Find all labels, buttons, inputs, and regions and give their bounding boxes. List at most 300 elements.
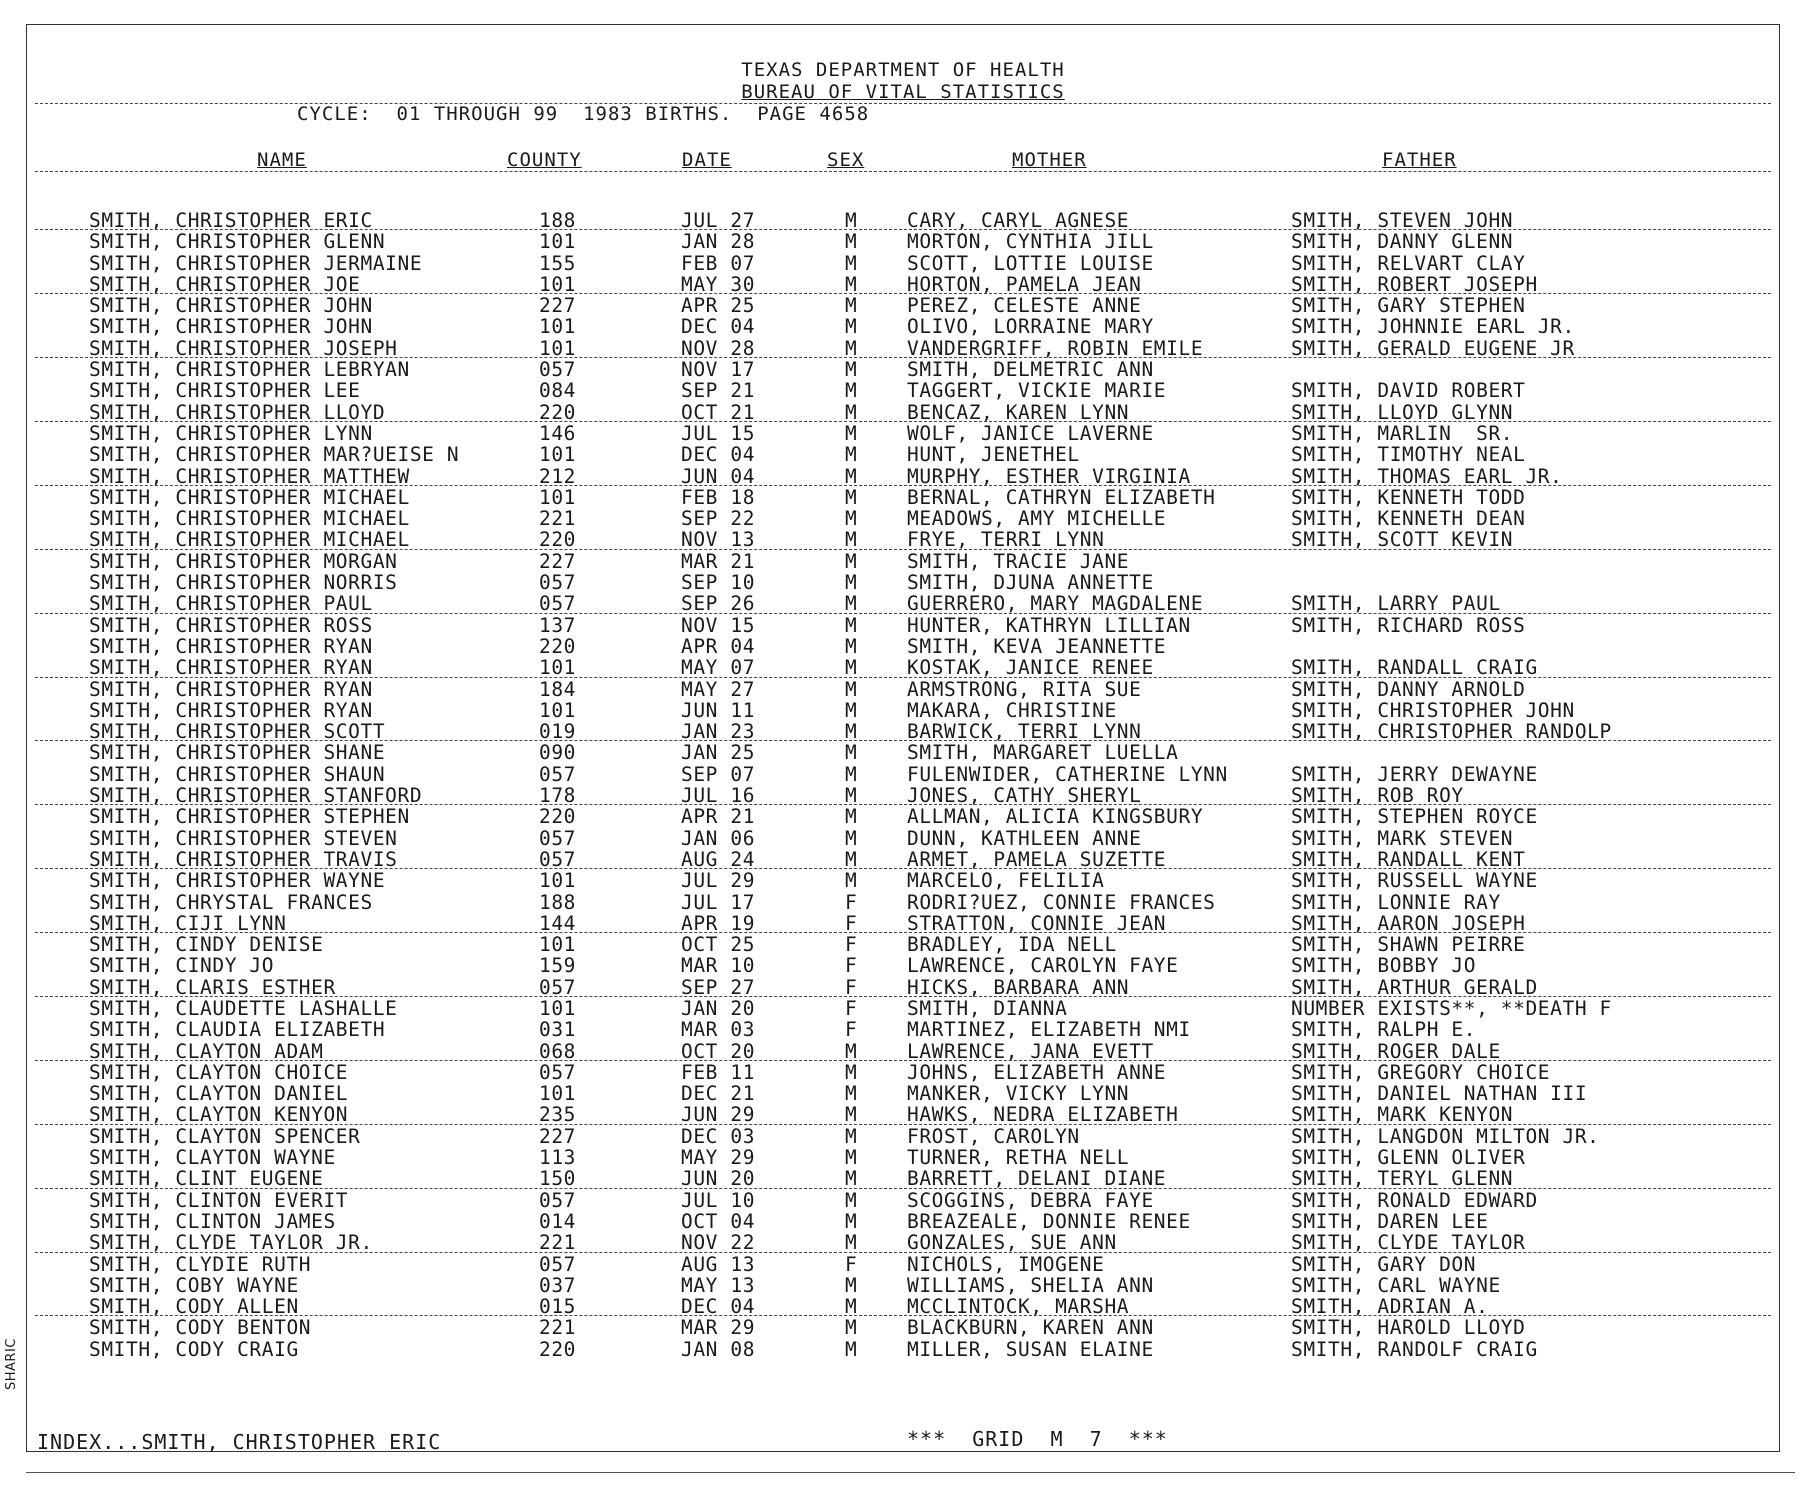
- record-row: [27, 1147, 1779, 1168]
- record-father: NUMBER EXISTS**, **DEATH F: [1291, 996, 1612, 1020]
- record-date: AUG 13: [681, 1252, 756, 1276]
- record-county: 057: [539, 592, 577, 616]
- record-date: DEC 21: [681, 1082, 756, 1106]
- record-mother: SMITH, DIANNA: [907, 996, 1068, 1020]
- record-county: 220: [539, 400, 577, 424]
- record-name: SMITH, CINDY DENISE: [89, 933, 324, 957]
- record-father: SMITH, ROBERT JOSEPH: [1291, 272, 1538, 296]
- record-county: 090: [539, 741, 577, 765]
- record-mother: MCCLINTOCK, MARSHA: [907, 1295, 1130, 1319]
- record-name: SMITH, CHRISTOPHER JERMAINE: [89, 251, 423, 275]
- record-father: SMITH, GARY DON: [1291, 1252, 1477, 1276]
- record-county: 101: [539, 933, 577, 957]
- record-name: SMITH, CODY ALLEN: [89, 1295, 299, 1319]
- record-mother: PEREZ, CELESTE ANNE: [907, 294, 1142, 318]
- record-name: SMITH, CLYDIE RUTH: [89, 1252, 312, 1276]
- record-county: 019: [539, 720, 577, 744]
- record-sex: M: [845, 549, 858, 573]
- record-row: [27, 615, 1779, 636]
- record-father: SMITH, RELVART CLAY: [1291, 251, 1526, 275]
- cycle-line: CYCLE: 01 THROUGH 99 1983 BIRTHS. PAGE 4658: [297, 103, 870, 125]
- record-county: 101: [539, 443, 577, 467]
- side-stamp: SHARIC: [4, 1338, 19, 1390]
- record-row: [27, 1062, 1779, 1083]
- record-sex: M: [845, 379, 858, 403]
- record-sex: M: [845, 1295, 858, 1319]
- record-date: OCT 04: [681, 1209, 756, 1233]
- record-date: NOV 15: [681, 613, 756, 637]
- record-father: SMITH, MARK KENYON: [1291, 1103, 1514, 1127]
- record-county: 057: [539, 1188, 577, 1212]
- record-date: JAN 23: [681, 720, 756, 744]
- record-date: SEP 10: [681, 571, 756, 595]
- record-name: SMITH, CLAUDETTE LASHALLE: [89, 996, 398, 1020]
- record-row: [27, 402, 1779, 423]
- record-county: 159: [539, 954, 577, 978]
- record-sex: F: [845, 975, 858, 999]
- record-sex: M: [845, 613, 858, 637]
- record-sex: M: [845, 294, 858, 318]
- record-name: SMITH, CHRISTOPHER JOSEPH: [89, 336, 398, 360]
- record-date: JUN 20: [681, 1167, 756, 1191]
- record-father: SMITH, RANDOLF CRAIG: [1291, 1337, 1538, 1361]
- record-sex: M: [845, 762, 858, 786]
- record-county: 084: [539, 379, 577, 403]
- header-divider: [35, 103, 1771, 104]
- record-name: SMITH, CLINTON EVERIT: [89, 1188, 349, 1212]
- record-name: SMITH, COBY WAYNE: [89, 1273, 299, 1297]
- record-row: [27, 828, 1779, 849]
- record-sex: M: [845, 400, 858, 424]
- record-date: FEB 11: [681, 1060, 756, 1084]
- record-sex: M: [845, 315, 858, 339]
- record-name: SMITH, CHRYSTAL FRANCES: [89, 890, 373, 914]
- report-subtitle: BUREAU OF VITAL STATISTICS: [741, 81, 1065, 103]
- record-row: [27, 764, 1779, 785]
- record-name: SMITH, CHRISTOPHER MICHAEL: [89, 485, 410, 509]
- record-county: 101: [539, 485, 577, 509]
- record-father: SMITH, GARY STEPHEN: [1291, 294, 1526, 318]
- record-mother: SCOTT, LOTTIE LOUISE: [907, 251, 1154, 275]
- record-row: [27, 551, 1779, 572]
- record-sex: M: [845, 1273, 858, 1297]
- record-date: MAY 13: [681, 1273, 756, 1297]
- record-name: SMITH, CLAYTON SPENCER: [89, 1124, 361, 1148]
- record-row: [27, 721, 1779, 742]
- record-mother: MARTINEZ, ELIZABETH NMI: [907, 1018, 1191, 1042]
- record-name: SMITH, CHRISTOPHER LEBRYAN: [89, 358, 410, 382]
- record-row: [27, 1296, 1779, 1317]
- record-father: SMITH, GREGORY CHOICE: [1291, 1060, 1551, 1084]
- record-name: SMITH, CHRISTOPHER RYAN: [89, 677, 373, 701]
- record-father: SMITH, TERYL GLENN: [1291, 1167, 1514, 1191]
- record-row: [27, 1104, 1779, 1125]
- record-row: [27, 977, 1779, 998]
- record-county: 212: [539, 464, 577, 488]
- record-name: SMITH, CHRISTOPHER LYNN: [89, 421, 373, 445]
- record-row: [27, 529, 1779, 550]
- record-county: 101: [539, 230, 577, 254]
- record-father: SMITH, DANNY GLENN: [1291, 230, 1514, 254]
- record-sex: M: [845, 464, 858, 488]
- record-father: SMITH, MARLIN SR.: [1291, 421, 1514, 445]
- record-date: JAN 20: [681, 996, 756, 1020]
- record-sex: M: [845, 251, 858, 275]
- record-county: 101: [539, 698, 577, 722]
- record-sex: M: [845, 1124, 858, 1148]
- record-name: SMITH, CHRISTOPHER PAUL: [89, 592, 373, 616]
- record-mother: DUNN, KATHLEEN ANNE: [907, 826, 1142, 850]
- record-row: [27, 316, 1779, 337]
- record-father: SMITH, DAVID ROBERT: [1291, 379, 1526, 403]
- record-row: [27, 892, 1779, 913]
- record-mother: SCOGGINS, DEBRA FAYE: [907, 1188, 1154, 1212]
- record-row: [27, 380, 1779, 401]
- record-mother: SMITH, MARGARET LUELLA: [907, 741, 1179, 765]
- record-date: MAY 30: [681, 272, 756, 296]
- record-mother: BRADLEY, IDA NELL: [907, 933, 1117, 957]
- record-father: SMITH, KENNETH TODD: [1291, 485, 1526, 509]
- record-sex: M: [845, 720, 858, 744]
- record-mother: LAWRENCE, CAROLYN FAYE: [907, 954, 1179, 978]
- record-date: JAN 28: [681, 230, 756, 254]
- record-mother: HICKS, BARBARA ANN: [907, 975, 1130, 999]
- record-row: [27, 253, 1779, 274]
- record-sex: M: [845, 230, 858, 254]
- record-county: 221: [539, 1231, 577, 1255]
- record-mother: FULENWIDER, CATHERINE LYNN: [907, 762, 1228, 786]
- record-county: 057: [539, 826, 577, 850]
- record-mother: SMITH, DJUNA ANNETTE: [907, 571, 1154, 595]
- record-sex: M: [845, 358, 858, 382]
- record-county: 220: [539, 1337, 577, 1361]
- record-row: [27, 338, 1779, 359]
- record-mother: FRYE, TERRI LYNN: [907, 528, 1105, 552]
- record-father: SMITH, LLOYD GLYNN: [1291, 400, 1514, 424]
- record-mother: KOSTAK, JANICE RENEE: [907, 656, 1154, 680]
- record-row: [27, 1339, 1779, 1360]
- record-row: [27, 913, 1779, 934]
- record-mother: HORTON, PAMELA JEAN: [907, 272, 1142, 296]
- record-mother: HUNT, JENETHEL: [907, 443, 1080, 467]
- record-date: SEP 22: [681, 507, 756, 531]
- record-date: JUN 04: [681, 464, 756, 488]
- record-row: [27, 934, 1779, 955]
- record-sex: M: [845, 698, 858, 722]
- record-row: [27, 274, 1779, 295]
- record-county: 227: [539, 1124, 577, 1148]
- record-sex: M: [845, 1103, 858, 1127]
- record-county: 220: [539, 528, 577, 552]
- record-sex: M: [845, 507, 858, 531]
- record-county: 057: [539, 975, 577, 999]
- record-date: MAY 27: [681, 677, 756, 701]
- record-date: SEP 26: [681, 592, 756, 616]
- record-father: SMITH, LONNIE RAY: [1291, 890, 1501, 914]
- record-sex: M: [845, 1337, 858, 1361]
- record-name: SMITH, CLAYTON KENYON: [89, 1103, 349, 1127]
- record-row: [27, 1019, 1779, 1040]
- record-name: SMITH, CHRISTOPHER GLENN: [89, 230, 386, 254]
- record-name: SMITH, CHRISTOPHER MATTHEW: [89, 464, 410, 488]
- record-name: SMITH, CLINTON JAMES: [89, 1209, 336, 1233]
- record-father: SMITH, CHRISTOPHER RANDOLP: [1291, 720, 1612, 744]
- record-county: 188: [539, 209, 577, 232]
- record-mother: WILLIAMS, SHELIA ANN: [907, 1273, 1154, 1297]
- record-county: 178: [539, 784, 577, 808]
- record-name: SMITH, CHRISTOPHER LLOYD: [89, 400, 386, 424]
- record-mother: JOHNS, ELIZABETH ANNE: [907, 1060, 1167, 1084]
- record-mother: SMITH, KEVA JEANNETTE: [907, 634, 1167, 658]
- record-sex: M: [845, 1082, 858, 1106]
- record-name: SMITH, CHRISTOPHER WAYNE: [89, 869, 386, 893]
- record-name: SMITH, CODY BENTON: [89, 1316, 312, 1340]
- record-father: SMITH, RANDALL CRAIG: [1291, 656, 1538, 680]
- report-title: TEXAS DEPARTMENT OF HEALTH: [741, 59, 1065, 81]
- record-sex: M: [845, 209, 858, 232]
- record-date: DEC 04: [681, 1295, 756, 1319]
- record-row: [27, 955, 1779, 976]
- record-county: 144: [539, 911, 577, 935]
- record-row: [27, 231, 1779, 252]
- record-mother: NICHOLS, IMOGENE: [907, 1252, 1105, 1276]
- record-name: SMITH, CHRISTOPHER LEE: [89, 379, 361, 403]
- record-mother: ARMSTRONG, RITA SUE: [907, 677, 1142, 701]
- record-sex: M: [845, 592, 858, 616]
- record-county: 101: [539, 315, 577, 339]
- record-date: JUL 15: [681, 421, 756, 445]
- record-county: 184: [539, 677, 577, 701]
- record-mother: MILLER, SUSAN ELAINE: [907, 1337, 1154, 1361]
- record-mother: FROST, CAROLYN: [907, 1124, 1080, 1148]
- record-date: APR 19: [681, 911, 756, 935]
- record-date: AUG 24: [681, 847, 756, 871]
- record-father: SMITH, TIMOTHY NEAL: [1291, 443, 1526, 467]
- record-name: SMITH, CHRISTOPHER ROSS: [89, 613, 373, 637]
- record-father: SMITH, MARK STEVEN: [1291, 826, 1514, 850]
- record-mother: MORTON, CYNTHIA JILL: [907, 230, 1154, 254]
- record-row: [27, 1190, 1779, 1211]
- record-row: [27, 806, 1779, 827]
- record-father: SMITH, LARRY PAUL: [1291, 592, 1501, 616]
- record-date: NOV 28: [681, 336, 756, 360]
- record-name: SMITH, CLAYTON ADAM: [89, 1039, 324, 1063]
- record-row: [27, 295, 1779, 316]
- record-sex: M: [845, 421, 858, 445]
- record-sex: M: [845, 443, 858, 467]
- record-sex: F: [845, 954, 858, 978]
- record-sex: M: [845, 784, 858, 808]
- record-row: [27, 679, 1779, 700]
- record-date: APR 25: [681, 294, 756, 318]
- record-sex: M: [845, 571, 858, 595]
- record-county: 227: [539, 294, 577, 318]
- record-father: SMITH, KENNETH DEAN: [1291, 507, 1526, 531]
- record-county: 031: [539, 1018, 577, 1042]
- record-father: SMITH, CHRISTOPHER JOHN: [1291, 698, 1575, 722]
- record-row: [27, 210, 1779, 231]
- record-row: [27, 444, 1779, 465]
- record-father: SMITH, HAROLD LLOYD: [1291, 1316, 1526, 1340]
- record-name: SMITH, CHRISTOPHER STANFORD: [89, 784, 423, 808]
- record-county: 101: [539, 656, 577, 680]
- record-mother: TAGGERT, VICKIE MARIE: [907, 379, 1167, 403]
- record-father: SMITH, RALPH E.: [1291, 1018, 1477, 1042]
- record-county: 014: [539, 1209, 577, 1233]
- record-sex: M: [845, 1209, 858, 1233]
- record-father: SMITH, CLYDE TAYLOR: [1291, 1231, 1526, 1255]
- record-date: DEC 04: [681, 315, 756, 339]
- record-name: SMITH, CLYDE TAYLOR JR.: [89, 1231, 373, 1255]
- record-date: APR 04: [681, 634, 756, 658]
- record-row: [27, 359, 1779, 380]
- record-father: SMITH, THOMAS EARL JR.: [1291, 464, 1563, 488]
- record-row: [27, 593, 1779, 614]
- record-sex: F: [845, 890, 858, 914]
- record-father: SMITH, ROGER DALE: [1291, 1039, 1501, 1063]
- record-mother: STRATTON, CONNIE JEAN: [907, 911, 1167, 935]
- record-name: SMITH, CHRISTOPHER RYAN: [89, 698, 373, 722]
- record-mother: ALLMAN, ALICIA KINGSBURY: [907, 805, 1204, 829]
- record-sex: M: [845, 528, 858, 552]
- record-date: JAN 25: [681, 741, 756, 765]
- record-date: MAR 21: [681, 549, 756, 573]
- record-row: [27, 1083, 1779, 1104]
- record-mother: VANDERGRIFF, ROBIN EMILE: [907, 336, 1204, 360]
- record-date: JUL 10: [681, 1188, 756, 1212]
- record-date: JUL 17: [681, 890, 756, 914]
- record-date: JUN 11: [681, 698, 756, 722]
- record-father: SMITH, SCOTT KEVIN: [1291, 528, 1514, 552]
- record-sex: M: [845, 336, 858, 360]
- record-row: [27, 1254, 1779, 1275]
- bottom-rule: [26, 1472, 1795, 1473]
- record-date: JAN 06: [681, 826, 756, 850]
- record-sex: M: [845, 1231, 858, 1255]
- record-name: SMITH, CHRISTOPHER MORGAN: [89, 549, 398, 573]
- record-sex: M: [845, 272, 858, 296]
- record-father: SMITH, RICHARD ROSS: [1291, 613, 1526, 637]
- record-row: [27, 423, 1779, 444]
- record-row: [27, 785, 1779, 806]
- record-sex: M: [845, 1039, 858, 1063]
- record-sex: M: [845, 1146, 858, 1170]
- record-mother: MAKARA, CHRISTINE: [907, 698, 1117, 722]
- record-county: 057: [539, 1060, 577, 1084]
- record-name: SMITH, CHRISTOPHER MAR?UEISE N: [89, 443, 460, 467]
- record-date: OCT 21: [681, 400, 756, 424]
- record-sex: M: [845, 656, 858, 680]
- record-father: SMITH, GLENN OLIVER: [1291, 1146, 1526, 1170]
- record-date: NOV 22: [681, 1231, 756, 1255]
- birth-records-list: [27, 210, 1779, 1360]
- ledger-page: [26, 24, 1780, 1452]
- record-father: SMITH, LANGDON MILTON JR.: [1291, 1124, 1600, 1148]
- column-header-county: COUNTY: [507, 149, 582, 171]
- record-mother: JONES, CATHY SHERYL: [907, 784, 1142, 808]
- record-row: [27, 1041, 1779, 1062]
- record-county: 137: [539, 613, 577, 637]
- record-mother: GONZALES, SUE ANN: [907, 1231, 1117, 1255]
- record-county: 221: [539, 507, 577, 531]
- record-date: MAY 07: [681, 656, 756, 680]
- record-father: SMITH, DANIEL NATHAN III: [1291, 1082, 1588, 1106]
- record-father: SMITH, JOHNNIE EARL JR.: [1291, 315, 1575, 339]
- record-father: SMITH, DANNY ARNOLD: [1291, 677, 1526, 701]
- record-mother: MEADOWS, AMY MICHELLE: [907, 507, 1167, 531]
- record-county: 150: [539, 1167, 577, 1191]
- record-date: MAR 29: [681, 1316, 756, 1340]
- record-county: 057: [539, 762, 577, 786]
- column-header-divider: [35, 171, 1771, 172]
- record-date: JUL 29: [681, 869, 756, 893]
- record-county: 235: [539, 1103, 577, 1127]
- record-father: SMITH, RANDALL KENT: [1291, 847, 1526, 871]
- record-father: SMITH, BOBBY JO: [1291, 954, 1477, 978]
- record-name: SMITH, CHRISTOPHER JOE: [89, 272, 361, 296]
- record-county: 068: [539, 1039, 577, 1063]
- record-mother: BERNAL, CATHRYN ELIZABETH: [907, 485, 1216, 509]
- record-sex: M: [845, 741, 858, 765]
- record-mother: SMITH, DELMETRIC ANN: [907, 358, 1154, 382]
- record-father: SMITH, RUSSELL WAYNE: [1291, 869, 1538, 893]
- record-mother: BARRETT, DELANI DIANE: [907, 1167, 1167, 1191]
- record-father: SMITH, STEVEN JOHN: [1291, 209, 1514, 232]
- record-name: SMITH, CHRISTOPHER STEPHEN: [89, 805, 410, 829]
- record-county: 101: [539, 336, 577, 360]
- record-name: SMITH, CIJI LYNN: [89, 911, 287, 935]
- record-date: OCT 20: [681, 1039, 756, 1063]
- record-name: SMITH, CHRISTOPHER MICHAEL: [89, 507, 410, 531]
- record-county: 037: [539, 1273, 577, 1297]
- record-county: 101: [539, 1082, 577, 1106]
- record-father: SMITH, ROB ROY: [1291, 784, 1464, 808]
- record-mother: HAWKS, NEDRA ELIZABETH: [907, 1103, 1179, 1127]
- record-father: SMITH, CARL WAYNE: [1291, 1273, 1501, 1297]
- record-county: 155: [539, 251, 577, 275]
- record-county: 101: [539, 272, 577, 296]
- record-sex: M: [845, 847, 858, 871]
- record-date: FEB 07: [681, 251, 756, 275]
- record-date: JUL 16: [681, 784, 756, 808]
- record-county: 101: [539, 996, 577, 1020]
- record-mother: BARWICK, TERRI LYNN: [907, 720, 1142, 744]
- record-county: 057: [539, 1252, 577, 1276]
- record-father: SMITH, JERRY DEWAYNE: [1291, 762, 1538, 786]
- record-mother: CARY, CARYL AGNESE: [907, 209, 1130, 232]
- record-father: SMITH, SHAWN PEIRRE: [1291, 933, 1526, 957]
- record-mother: SMITH, TRACIE JANE: [907, 549, 1130, 573]
- record-mother: GUERRERO, MARY MAGDALENE: [907, 592, 1204, 616]
- record-sex: M: [845, 1316, 858, 1340]
- record-date: SEP 07: [681, 762, 756, 786]
- record-sex: M: [845, 1188, 858, 1212]
- record-date: MAR 03: [681, 1018, 756, 1042]
- record-row: [27, 466, 1779, 487]
- record-sex: M: [845, 485, 858, 509]
- record-date: OCT 25: [681, 933, 756, 957]
- record-date: NOV 13: [681, 528, 756, 552]
- record-father: SMITH, RONALD EDWARD: [1291, 1188, 1538, 1212]
- record-name: SMITH, CHRISTOPHER SHAUN: [89, 762, 386, 786]
- record-father: SMITH, STEPHEN ROYCE: [1291, 805, 1538, 829]
- record-sex: F: [845, 933, 858, 957]
- record-father: SMITH, ARTHUR GERALD: [1291, 975, 1538, 999]
- record-mother: OLIVO, LORRAINE MARY: [907, 315, 1154, 339]
- record-date: APR 21: [681, 805, 756, 829]
- record-sex: M: [845, 1167, 858, 1191]
- record-county: 220: [539, 805, 577, 829]
